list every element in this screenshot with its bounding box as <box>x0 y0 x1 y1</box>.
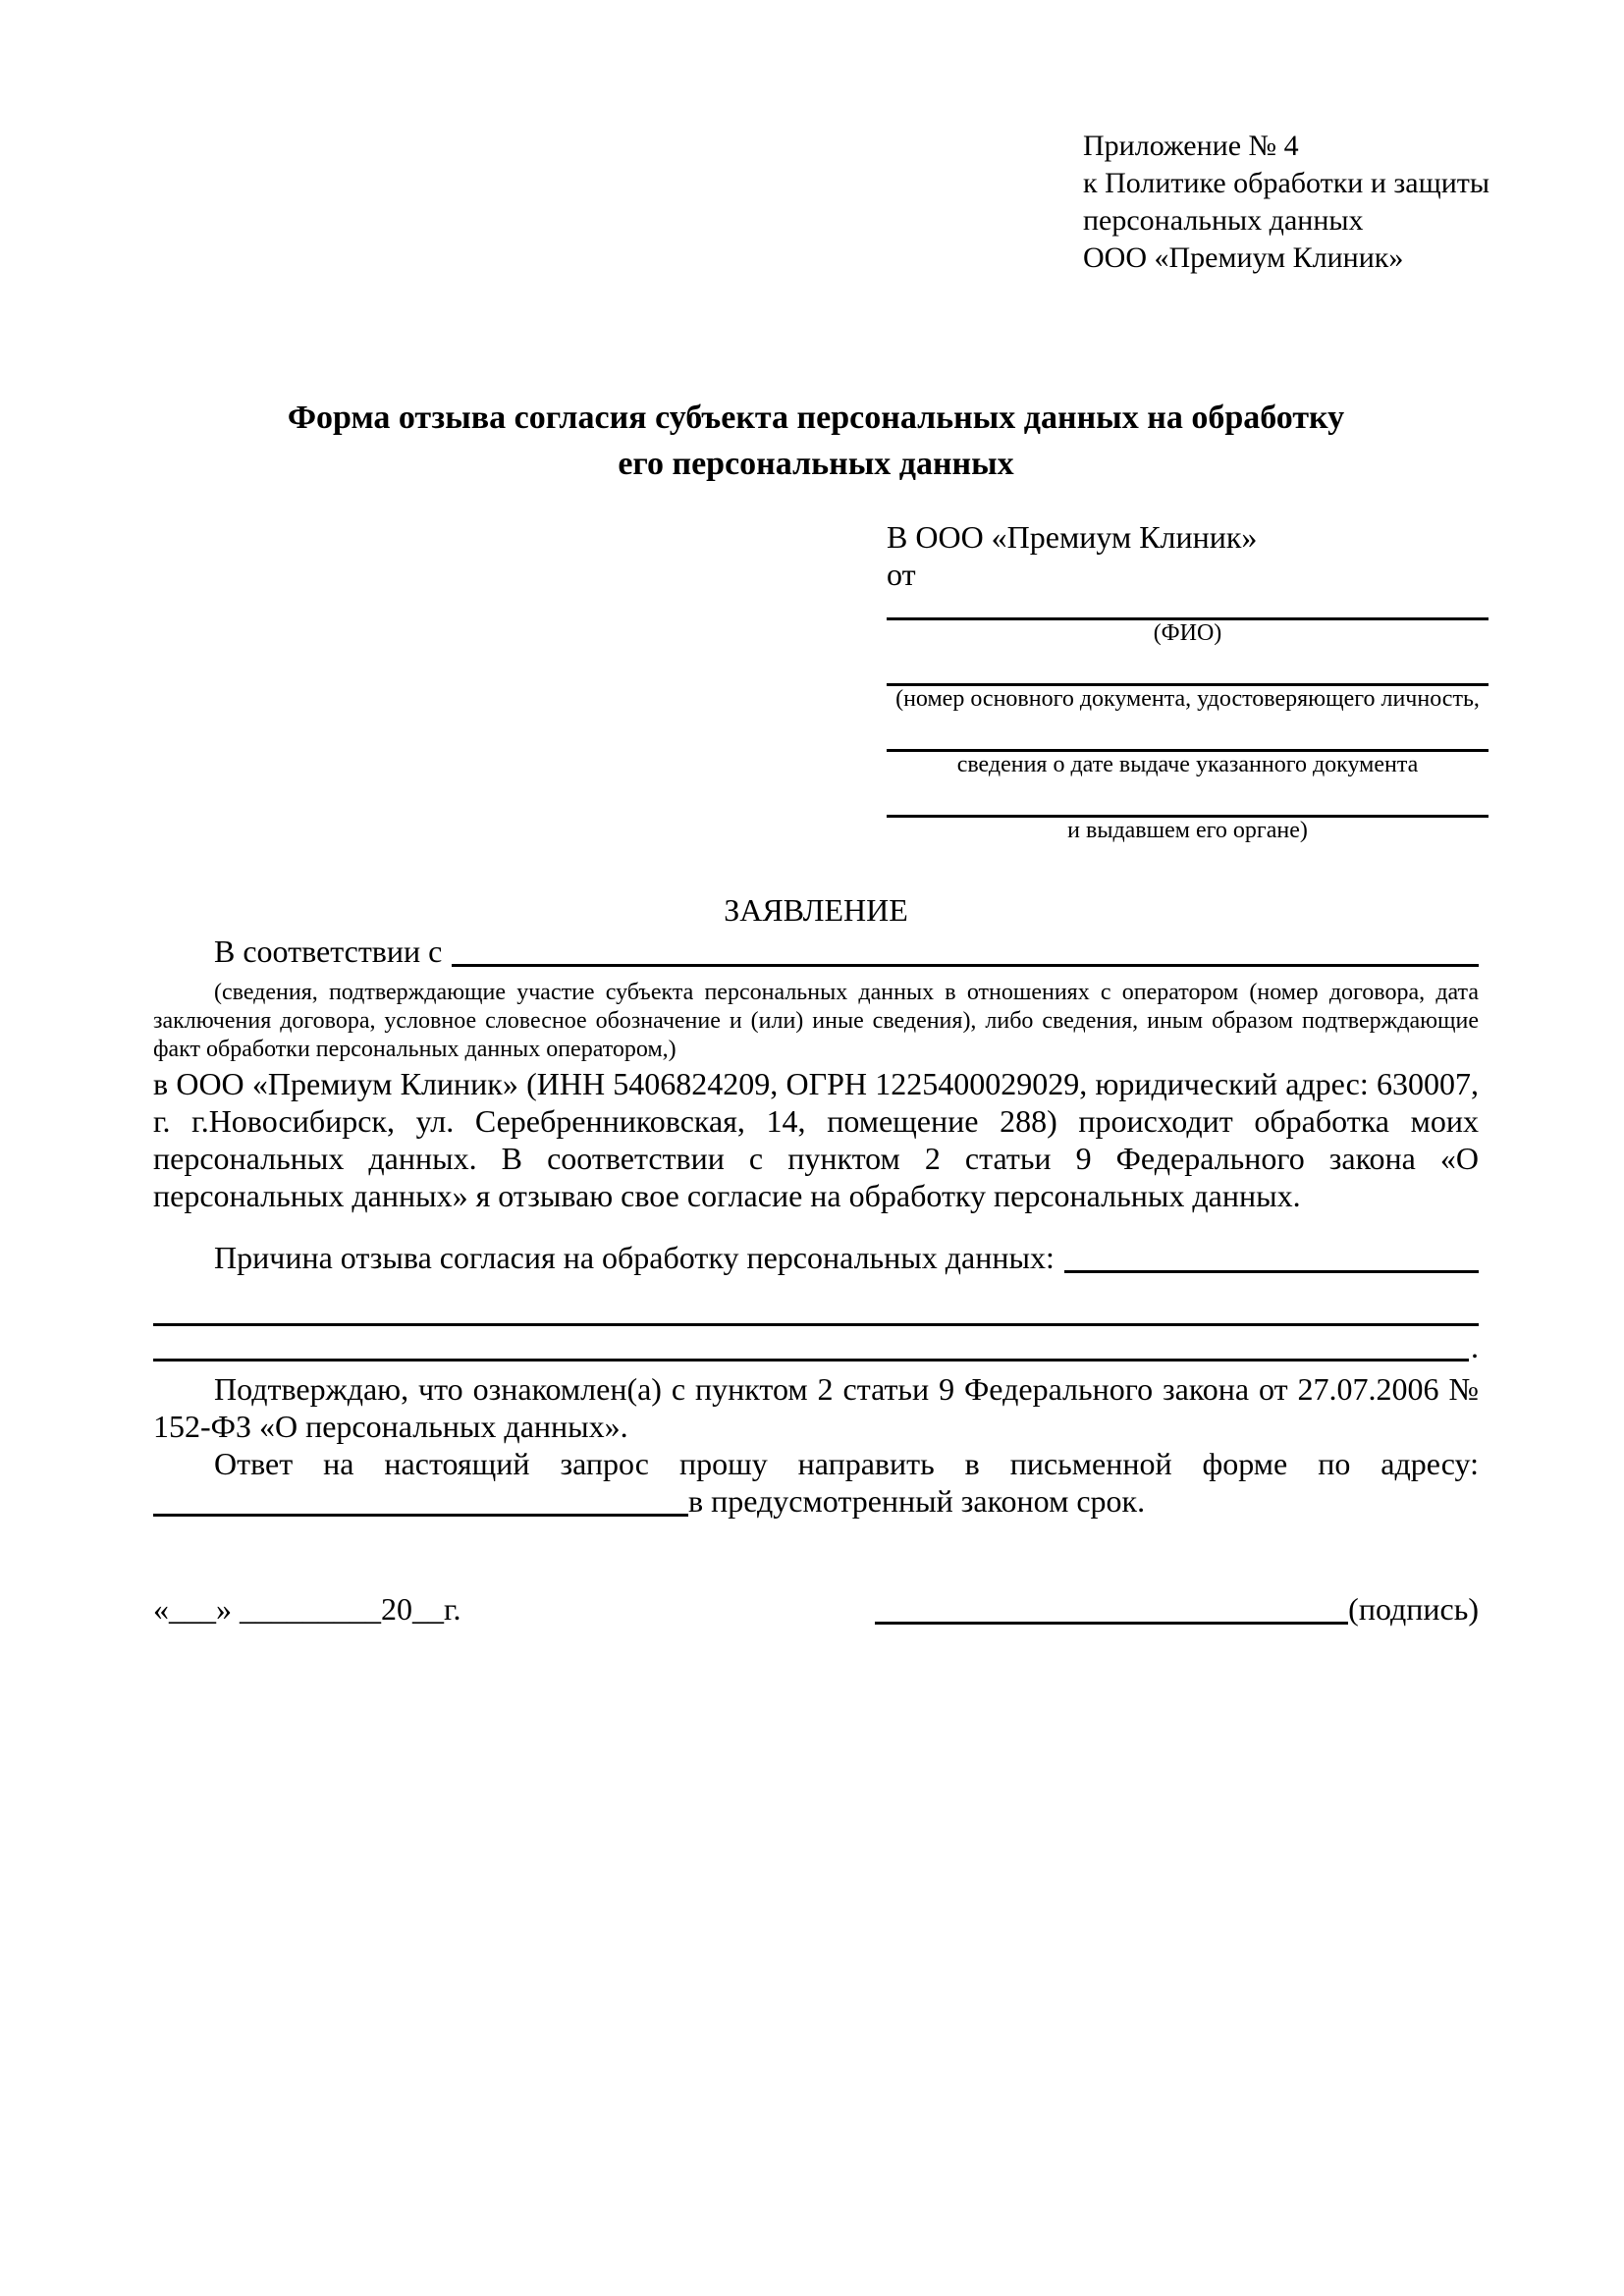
issue-date-field <box>887 712 1489 777</box>
addressee-from: от <box>887 557 916 592</box>
reason-line <box>153 1239 1479 1276</box>
reason-blank-line-3-rule <box>153 1326 1469 1362</box>
reply-request-line-1: Ответ на настоящий запрос прошу направить в письменной форме по адресу: <box>214 1446 1479 1481</box>
signature-caption: (подпись) <box>1348 1591 1479 1627</box>
issue-date-blank-line <box>887 712 1489 752</box>
annex-header-line-2: к Политике обработки и защиты <box>1083 167 1490 199</box>
issue-org-caption: и выдавшем его органе) <box>1067 818 1308 843</box>
confirm-paragraph: Подтверждаю, что ознакомлен(а) с пунктом 2 статьи 9 Федерального закона от 27.07.2006 № 152-ФЗ «О персональных данных». <box>153 1371 1479 1444</box>
title-line-2: его персональных данных <box>618 446 1014 482</box>
title-line-1: Форма отзыва согласия субъекта персональных данных на обработку <box>287 400 1345 436</box>
issue-org-blank-line <box>887 777 1489 818</box>
annex-header-line-3: персональных данных <box>1083 204 1364 237</box>
annex-header <box>1083 128 1489 277</box>
paragraph-indent <box>153 1239 214 1276</box>
reason-blank-line-2 <box>153 1291 1479 1326</box>
intro-line <box>153 933 1479 970</box>
signature-area <box>875 1590 1479 1628</box>
intro-blank-line <box>452 933 1479 967</box>
fio-blank-line <box>887 593 1489 620</box>
reason-blank-line-3 <box>153 1326 1479 1362</box>
fio-field <box>887 593 1489 646</box>
addressee-block <box>887 518 1489 843</box>
signature-date: «___» _________20__г. <box>153 1591 461 1627</box>
intro-note: (сведения, подтверждающие участие субъекта персональных данных в отношениях с оператором (номер договора, дата заключения договора, условное словесное обозначение и (или) иные сведения), либо сведения, иным образом подтверждающие факт обработки персональных данных оператором,) <box>153 980 1479 1062</box>
id-doc-blank-line <box>887 646 1489 686</box>
reply-request-line-2-text: в предусмотренный законом срок. <box>688 1483 1146 1519</box>
annex-header-line-1: Приложение № 4 <box>1083 130 1299 162</box>
signature-row <box>153 1590 1479 1628</box>
intro-prefix: В соответствии с <box>214 934 443 969</box>
document-title <box>153 395 1479 487</box>
issue-org-field <box>887 777 1489 843</box>
id-doc-caption: (номер основного документа, удостоверяющего личность, <box>895 686 1480 712</box>
signature-blank-line <box>875 1590 1348 1625</box>
reason-blank-line <box>1064 1239 1479 1273</box>
fio-caption: (ФИО) <box>1153 620 1222 646</box>
id-doc-field <box>887 646 1489 712</box>
reply-request-line-2 <box>153 1482 1479 1520</box>
statement-heading: ЗАЯВЛЕНИЕ <box>724 892 908 928</box>
reply-address-blank-line <box>153 1482 688 1517</box>
paragraph-indent <box>153 933 214 970</box>
addressee-to: В ООО «Премиум Клиник» <box>887 519 1258 555</box>
reason-label: Причина отзыва согласия на обработку персональных данных: <box>214 1240 1055 1275</box>
blank-line-terminator: . <box>1471 1329 1479 1364</box>
body-paragraph: в ООО «Премиум Клиник» (ИНН 5406824209, ОГРН 1225400029029, юридический адрес: 630007, г. г.Новосибирск, ул. Серебренниковская, 14, помещение 288) происходит обработка моих персональных данных. В соответствии с пунктом 2 статьи 9 Федерального закона «О персональных данных» я отзываю свое согласие на обработку персональных данных. <box>153 1066 1479 1213</box>
issue-date-caption: сведения о дате выдаче указанного документа <box>956 752 1419 777</box>
annex-header-line-4: ООО «Премиум Клиник» <box>1083 241 1404 274</box>
